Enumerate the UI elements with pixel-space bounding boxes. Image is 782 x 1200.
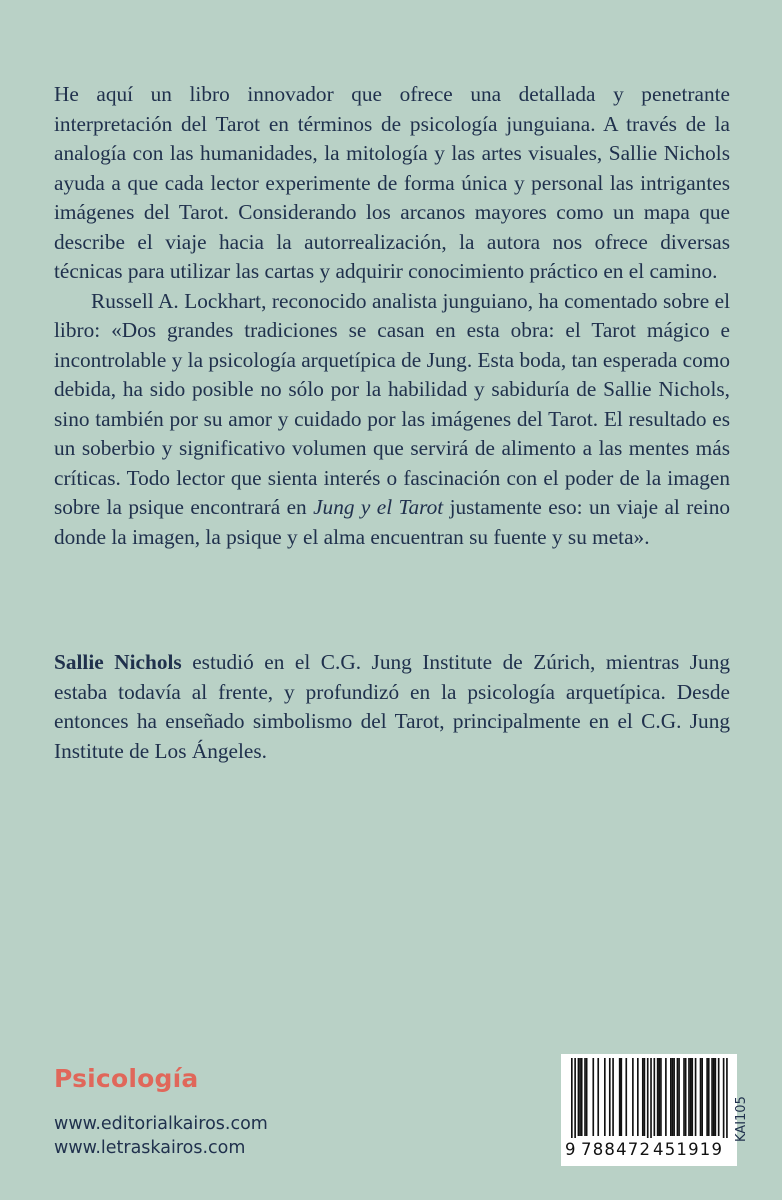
isbn-number xyxy=(561,1138,737,1162)
barcode-bar xyxy=(723,1058,725,1138)
barcode-bar xyxy=(621,1058,623,1136)
barcode-bar xyxy=(672,1058,674,1136)
barcode-bar xyxy=(581,1058,583,1136)
blurb-paragraph-1: He aquí un libro innovador que ofrece una detallada y penetrante interpretación del Tarot en términos de psicología junguiana. A través de la analogía con las humanidades, la mitología y las artes visuales, Sallie Nichols ayuda a que cada lector experimente de forma única y personal las intrigantes imágenes del Tarot. Considerando los arcanos mayores como un mapa que describe el viaje hacia la autorrealización, la autora nos ofrece diversas técnicas para utilizar las cartas y adquirir conocimiento práctico en el camino. xyxy=(54,82,730,283)
barcode-bar xyxy=(597,1058,599,1136)
barcode-bar xyxy=(578,1058,580,1136)
barcode-bar xyxy=(632,1058,634,1136)
isbn-first-digit: 9 xyxy=(565,1140,576,1159)
barcode-bar xyxy=(670,1058,672,1136)
barcode-bar xyxy=(586,1058,588,1136)
author-bio-text: estudió en el C.G. Jung Institute de Zúrich, mientras Jung estaba todavía al frente, y profundizó en la psicología arquetípica. Desde entonces ha enseñado simbolismo del Tarot, principalmente en el C.G. Jung Institute de Los Ángeles. xyxy=(54,650,731,763)
barcode-bar xyxy=(592,1058,594,1136)
barcode-bar xyxy=(642,1058,644,1136)
barcode-bar xyxy=(673,1058,675,1136)
barcode-bar xyxy=(691,1058,693,1136)
barcode-bar xyxy=(711,1058,713,1136)
barcode-bar xyxy=(678,1058,680,1136)
barcode-bar xyxy=(700,1058,702,1136)
barcode-bar xyxy=(609,1058,611,1136)
barcode-bar xyxy=(713,1058,715,1136)
barcode-bar xyxy=(612,1058,614,1136)
barcode-bar xyxy=(677,1058,679,1136)
barcode-bar xyxy=(660,1058,662,1136)
barcode-bar xyxy=(584,1058,586,1136)
website-link-editorialkairos[interactable]: www.editorialkairos.com xyxy=(54,1114,268,1134)
blurb-quote-end: justamente eso: un viaje al reino donde la imagen, la psique y el alma encuentran su fuente y su meta». xyxy=(54,495,731,549)
product-code: KAI105 xyxy=(734,1096,749,1142)
barcode-bar xyxy=(657,1058,659,1136)
barcode-bar xyxy=(619,1058,621,1136)
barcode-bar xyxy=(706,1058,708,1136)
isbn-group-1: 788472 xyxy=(581,1140,652,1159)
barcode-bar xyxy=(701,1058,703,1136)
isbn-group-2: 451919 xyxy=(653,1140,724,1159)
author-bio xyxy=(54,648,730,766)
barcode-bar xyxy=(604,1058,606,1136)
barcode-bar xyxy=(690,1058,692,1136)
barcode-bar xyxy=(718,1058,720,1136)
barcode-bar xyxy=(665,1058,667,1136)
barcode-bar xyxy=(571,1058,573,1138)
barcode-bar xyxy=(688,1058,690,1136)
barcode-bar xyxy=(637,1058,639,1136)
barcode-bar xyxy=(625,1058,627,1136)
barcode-bar xyxy=(695,1058,697,1136)
barcode-bar xyxy=(708,1058,710,1136)
barcode-bar xyxy=(685,1058,687,1136)
barcode-bar xyxy=(654,1058,656,1136)
author-name: Sallie Nichols xyxy=(54,650,182,674)
barcode-bar xyxy=(644,1058,646,1136)
isbn-barcode xyxy=(561,1054,737,1166)
barcode-bar xyxy=(658,1058,660,1136)
barcode-bars xyxy=(561,1054,737,1138)
back-cover-blurb xyxy=(54,80,730,552)
barcode-bar xyxy=(715,1058,717,1136)
website-link-letraskairos[interactable]: www.letraskairos.com xyxy=(54,1138,246,1158)
barcode-bar xyxy=(683,1058,685,1136)
category-label: Psicología xyxy=(54,1064,199,1093)
barcode-bar xyxy=(579,1058,581,1136)
barcode-bar xyxy=(650,1058,652,1138)
book-title: Jung y el Tarot xyxy=(313,495,444,519)
barcode-bar xyxy=(574,1058,576,1138)
blurb-paragraph-2 xyxy=(54,287,730,553)
barcode-bar xyxy=(726,1058,728,1138)
blurb-quote-start: Russell A. Lockhart, reconocido analista junguiano, ha comentado sobre el libro: «Dos grandes tradiciones se casan en esta obra: el Tarot mágico e incontrolable y la psicología arquetípica de Jung. Esta boda, tan esperada como debida, ha sido posible no sólo por la habilidad y sabiduría de Sallie Nichols, sino también por su amor y cuidado por las imágenes del Tarot. El resultado es un soberbio y significativo volumen que servirá de alimento a las mentes más críticas. Todo lector que sienta interés o fascinación con el poder de la imagen sobre la psique encontrará en xyxy=(54,288,730,519)
barcode-bar xyxy=(647,1058,649,1138)
